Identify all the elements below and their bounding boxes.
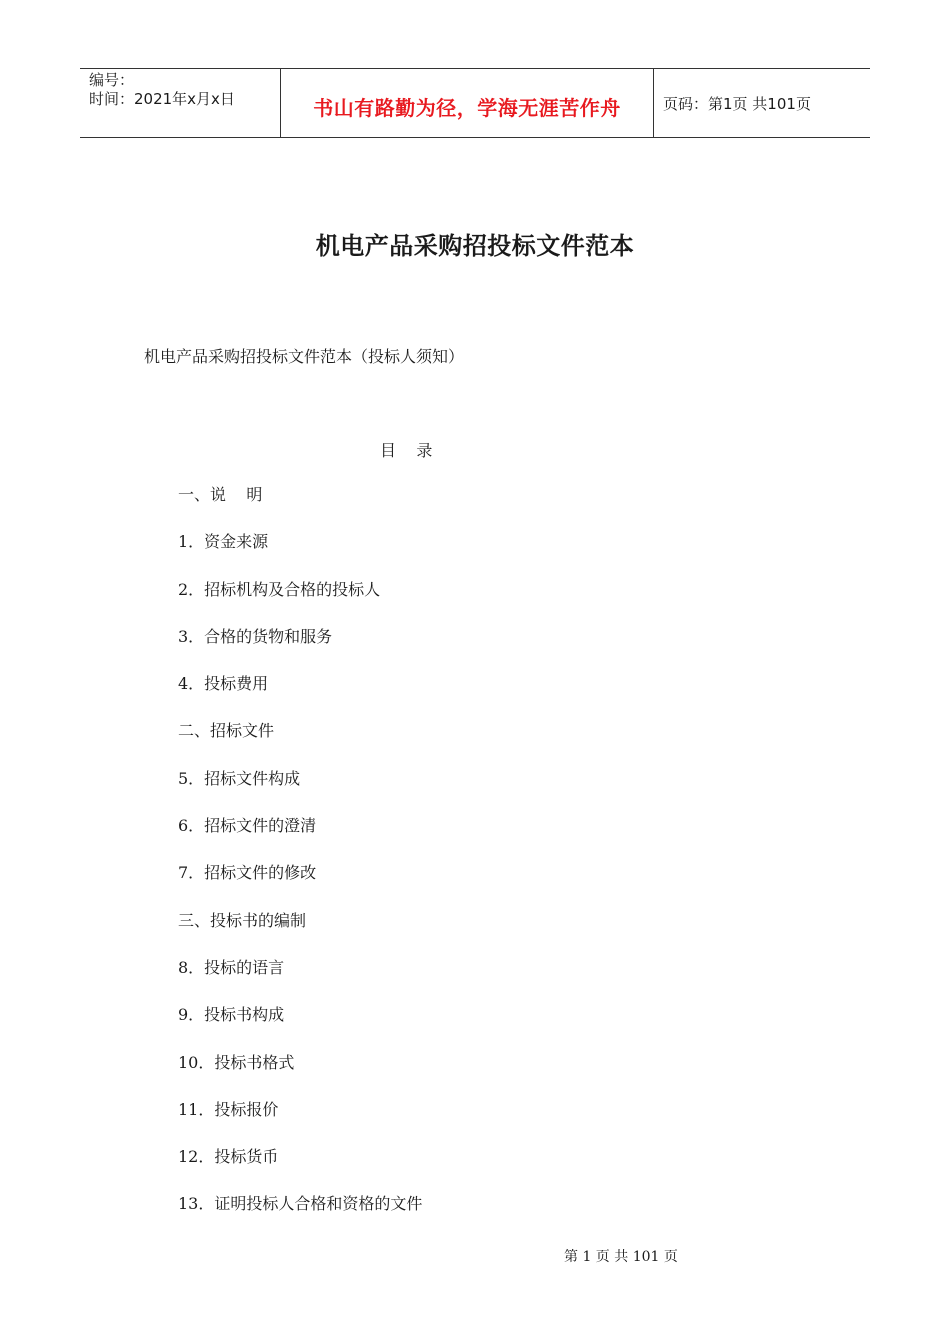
- toc-list: [178, 485, 422, 1242]
- toc-item: 10．投标书格式: [178, 1052, 295, 1072]
- toc-item: 2．招标机构及合格的投标人: [178, 579, 381, 599]
- toc-item: 11．投标报价: [178, 1099, 279, 1119]
- toc-item: 二、招标文件: [178, 721, 275, 741]
- number-label: 编号：: [89, 71, 135, 89]
- header-meta: [80, 69, 281, 137]
- toc-item: 7．招标文件的修改: [178, 863, 317, 883]
- toc-item: 13．证明投标人合格和资格的文件: [178, 1194, 423, 1214]
- page-header: [80, 68, 870, 138]
- document-subtitle: 机电产品采购招投标文件范本（投标人须知）: [144, 347, 465, 366]
- page-footer: 第 1 页 共 101 页: [564, 1249, 678, 1265]
- time-label: 时间：2021年x月x日: [89, 90, 235, 108]
- header-page-info: [654, 69, 870, 137]
- toc-item: 3．合格的货物和服务: [178, 626, 333, 646]
- document-title: 机电产品采购招投标文件范本: [315, 232, 635, 260]
- toc-item: 5．招标文件构成: [178, 768, 301, 788]
- toc-heading: 目 录: [380, 441, 433, 460]
- toc-item: 4．投标费用: [178, 674, 269, 694]
- toc-item: 6．招标文件的澄清: [178, 816, 317, 836]
- toc-item: 1．资金来源: [178, 532, 269, 552]
- toc-item: 9．投标书构成: [178, 1005, 285, 1025]
- page-info-text: 页码：第1页 共101页: [663, 94, 811, 113]
- toc-item: 8．投标的语言: [178, 957, 285, 977]
- motto-text: 书山有路勤为径，学海无涯苦作舟: [313, 95, 621, 120]
- toc-item: 三、投标书的编制: [178, 910, 307, 930]
- toc-item: 一、说 明: [178, 485, 263, 504]
- header-motto-cell: [281, 69, 654, 137]
- toc-item: 12．投标货币: [178, 1147, 279, 1167]
